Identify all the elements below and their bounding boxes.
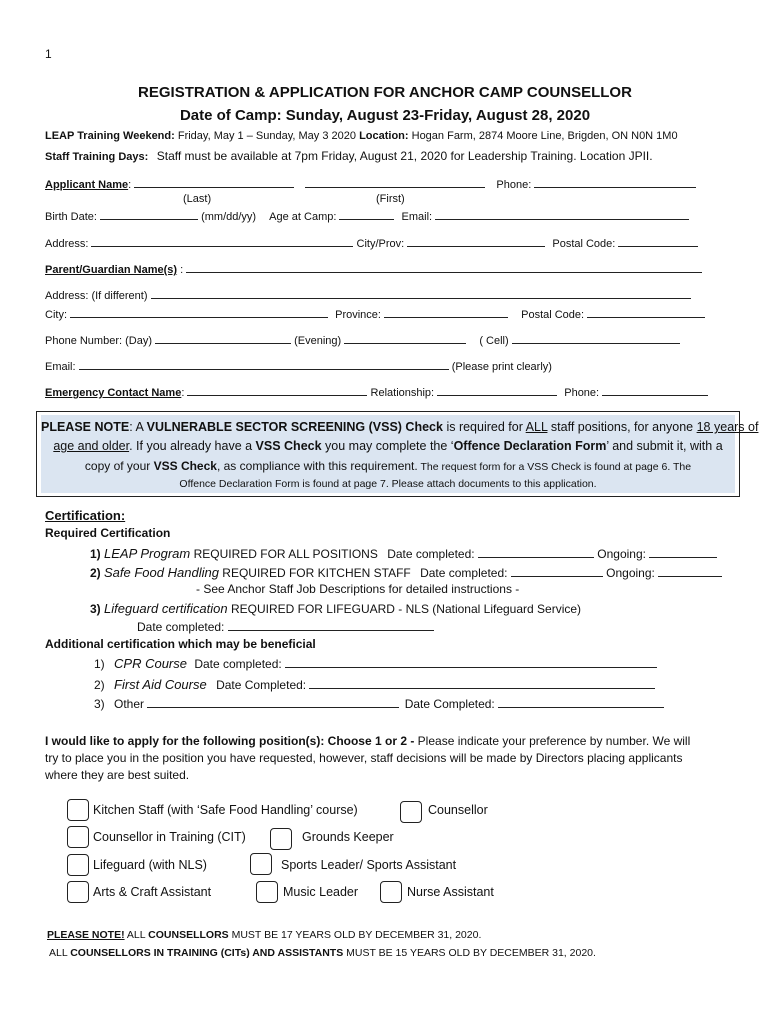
- footer-note-line-1: [47, 929, 481, 941]
- additional-date-label: Date completed:: [194, 657, 282, 671]
- birth-date-field[interactable]: [100, 208, 198, 220]
- additional-row-cpr: [94, 656, 657, 671]
- note-text: you may complete the ‘: [321, 439, 454, 453]
- vss-note-background: [41, 415, 759, 493]
- last-caption: (Last): [183, 193, 212, 205]
- parent-postal-field[interactable]: [587, 306, 705, 318]
- cert-name: Lifeguard certification: [104, 601, 228, 616]
- music-leader-checkbox[interactable]: [256, 881, 278, 903]
- positions-intro-line-2: try to place you in the position you have requested, however, staff decisions will be made by Directors placing applicants: [45, 751, 683, 765]
- other-date-field[interactable]: [498, 696, 664, 708]
- applicant-last-name-field[interactable]: [134, 176, 294, 188]
- nurse-assistant-label: Nurse Assistant: [407, 885, 494, 899]
- kitchen-staff-label: Kitchen Staff (with ‘Safe Food Handling’ course): [93, 803, 358, 817]
- leap-date-field[interactable]: [478, 546, 594, 558]
- parent-address-label: Address: (If different): [45, 290, 148, 302]
- note-text: . If you already have a: [129, 439, 256, 453]
- positions-intro-line-3: where they are best suited.: [45, 768, 190, 782]
- lifeguard-date-field[interactable]: [228, 619, 434, 631]
- positions-intro-text: Please indicate your preference by number. We will: [414, 734, 691, 748]
- cert-date-label: Date completed:: [420, 566, 508, 580]
- note-age: age and older: [53, 439, 130, 453]
- additional-num: 1): [94, 657, 105, 671]
- additional-name: Other: [114, 697, 145, 711]
- cert-num: 3): [90, 602, 101, 616]
- note-small-text: The request form for a VSS Check is found at page 6. The: [417, 461, 692, 473]
- cert-name: LEAP Program: [104, 546, 191, 561]
- relationship-field[interactable]: [437, 384, 557, 396]
- additional-num: 2): [94, 678, 105, 692]
- cert-row-leap: [90, 546, 717, 561]
- age-label: Age at Camp:: [269, 211, 337, 223]
- address-row: [45, 235, 698, 250]
- parent-city-row: [45, 306, 705, 321]
- note-vss-check: VSS Check: [153, 459, 217, 473]
- parent-city-field[interactable]: [70, 306, 328, 318]
- footer-bold: COUNSELLORS IN TRAINING (CITs) AND ASSISTANTS: [70, 947, 344, 959]
- cert-row-food: [90, 565, 722, 580]
- footer-note-line-2: [49, 947, 596, 959]
- vss-note-line-2: [41, 439, 735, 453]
- note-text: is required for: [442, 420, 526, 434]
- footer-text: MUST BE 17 YEARS OLD BY DECEMBER 31, 2020.: [228, 929, 482, 941]
- city-prov-label: City/Prov:: [356, 238, 405, 250]
- parent-email-field[interactable]: [79, 358, 449, 370]
- parent-province-label: Province:: [335, 309, 381, 321]
- postal-code-field[interactable]: [618, 235, 698, 247]
- additional-num: 3): [94, 697, 105, 711]
- applicant-first-name-field[interactable]: [305, 176, 485, 188]
- additional-date-label: Date Completed:: [404, 697, 495, 711]
- address-field[interactable]: [91, 235, 353, 247]
- arts-craft-checkbox[interactable]: [67, 881, 89, 903]
- positions-intro-bold: I would like to apply for the following position(s): Choose 1 or 2 -: [45, 734, 415, 748]
- leap-location: Hogan Farm, 2874 Moore Line, Brigden, ON N0N 1M0: [411, 130, 678, 142]
- note-vss-check: VSS Check: [255, 439, 322, 453]
- certification-heading: Certification:: [45, 508, 126, 523]
- positions-intro-line-1: [45, 734, 690, 748]
- form-title: REGISTRATION & APPLICATION FOR ANCHOR CAMP COUNSELLOR: [138, 84, 632, 101]
- cert-name: Safe Food Handling: [104, 565, 219, 580]
- birth-date-row: [45, 208, 689, 223]
- counsellor-checkbox[interactable]: [400, 801, 422, 823]
- first-aid-date-field[interactable]: [309, 677, 655, 689]
- address-label: Address:: [45, 238, 89, 250]
- cert-num: 1): [90, 547, 101, 561]
- leap-training-line: [45, 130, 678, 142]
- parent-name-row: Parent/Guardian Name(s) :: [45, 261, 702, 276]
- cit-checkbox[interactable]: [67, 826, 89, 848]
- food-ongoing-field[interactable]: [658, 565, 722, 577]
- music-leader-label: Music Leader: [283, 885, 359, 899]
- vss-note-box: [36, 411, 759, 497]
- cert-requirement: REQUIRED FOR ALL POSITIONS: [193, 547, 378, 561]
- leap-training-label: LEAP Training Weekend:: [45, 130, 175, 142]
- footer-lead: PLEASE NOTE!: [47, 929, 125, 941]
- cit-label: Counsellor in Training (CIT): [93, 830, 246, 844]
- parent-address-row: [45, 287, 691, 302]
- parent-name-label: Parent/Guardian Name(s): [45, 264, 178, 276]
- parent-city-label: City:: [45, 309, 67, 321]
- staff-training-label: Staff Training Days:: [45, 151, 149, 163]
- staff-training-line: [45, 147, 653, 165]
- phone-cell-label: ( Cell): [479, 335, 509, 347]
- lifeguard-checkbox[interactable]: [67, 854, 89, 876]
- parent-email-row: [45, 358, 552, 373]
- emergency-phone-label: Phone:: [564, 387, 600, 399]
- birth-date-label: Birth Date:: [45, 211, 97, 223]
- phone-day-field[interactable]: [155, 332, 291, 344]
- note-lead: PLEASE NOTE: [41, 420, 130, 434]
- lifeguard-date-row: [137, 619, 434, 634]
- additional-date-label: Date Completed:: [216, 678, 307, 692]
- footer-text: ALL: [124, 929, 149, 941]
- note-text: copy of your: [84, 459, 154, 473]
- sports-leader-checkbox[interactable]: [250, 853, 272, 875]
- footer-bold: COUNSELLORS: [148, 929, 229, 941]
- applicant-phone-label: Phone:: [496, 179, 532, 191]
- cert-ongoing-label: Ongoing:: [606, 566, 655, 580]
- cert-date-label: Date completed:: [387, 547, 475, 561]
- emergency-contact-field[interactable]: [187, 384, 367, 396]
- applicant-name-row: Applicant Name: Phone:: [45, 176, 696, 191]
- additional-name: First Aid Course: [114, 677, 207, 692]
- parent-email-label: Email:: [45, 361, 76, 373]
- applicant-name-label: Applicant Name: [45, 179, 129, 191]
- note-text: : A: [129, 420, 147, 434]
- grounds-keeper-checkbox[interactable]: [270, 828, 292, 850]
- email-label: Email:: [401, 211, 433, 223]
- note-all: ALL: [525, 420, 548, 434]
- note-age: 18 years of: [696, 420, 759, 434]
- age-field[interactable]: [339, 208, 394, 220]
- leap-ongoing-field[interactable]: [649, 546, 717, 558]
- parent-name-field[interactable]: [186, 261, 702, 273]
- parent-address-field[interactable]: [151, 287, 691, 299]
- emergency-phone-field[interactable]: [602, 384, 708, 396]
- relationship-label: Relationship:: [370, 387, 435, 399]
- counsellor-label: Counsellor: [428, 803, 488, 817]
- phone-evening-label: (Evening): [294, 335, 342, 347]
- parent-postal-label: Postal Code:: [521, 309, 585, 321]
- vss-note-line-4: Offence Declaration Form is found at page 7. Please attach documents to this application.: [179, 478, 597, 490]
- cert-row-lifeguard: [90, 601, 581, 616]
- leap-training-dates: Friday, May 1 – Sunday, May 3 2020: [177, 130, 356, 142]
- postal-code-label: Postal Code:: [552, 238, 616, 250]
- footer-text: ALL: [49, 947, 71, 959]
- cert-requirement: REQUIRED FOR KITCHEN STAFF: [222, 566, 411, 580]
- email-field[interactable]: [435, 208, 689, 220]
- date-format-hint: (mm/dd/yy): [201, 211, 257, 223]
- vss-note-line-3: [41, 459, 735, 473]
- cert-num: 2): [90, 566, 101, 580]
- phone-cell-field[interactable]: [512, 332, 680, 344]
- footer-text: MUST BE 15 YEARS OLD BY DECEMBER 31, 2020.: [343, 947, 596, 959]
- note-text: , as compliance with this requirement.: [216, 459, 418, 473]
- camp-dates-title: Date of Camp: Sunday, August 23-Friday, August 28, 2020: [179, 107, 591, 124]
- nurse-assistant-checkbox[interactable]: [380, 881, 402, 903]
- staff-training-text: Staff must be available at 7pm Friday, August 21, 2020 for Leadership Training. Location JPII.: [156, 149, 653, 163]
- vss-note-line-1: [41, 420, 759, 434]
- additional-row-first-aid: [94, 677, 655, 692]
- note-text: staff positions, for anyone: [547, 420, 697, 434]
- page-number: 1: [45, 47, 52, 61]
- other-cert-field[interactable]: [147, 696, 399, 708]
- kitchen-staff-checkbox[interactable]: [67, 799, 89, 821]
- note-vss: VULNERABLE SECTOR SCREENING (VSS) Check: [146, 420, 443, 434]
- arts-craft-label: Arts & Craft Assistant: [93, 885, 212, 899]
- leap-location-label: Location:: [359, 130, 409, 142]
- parent-province-field[interactable]: [384, 306, 508, 318]
- cert-requirement: REQUIRED FOR LIFEGUARD - NLS (National Lifeguard Service): [230, 602, 582, 616]
- see-job-descriptions-note: - See Anchor Staff Job Descriptions for detailed instructions -: [196, 582, 520, 596]
- applicant-phone-field[interactable]: [534, 176, 696, 188]
- additional-certification-heading: Additional certification which may be beneficial: [45, 637, 316, 651]
- cert-date-label: Date completed:: [137, 620, 225, 634]
- emergency-contact-row: Emergency Contact Name: Relationship: Phone:: [45, 384, 708, 399]
- note-offence: Offence Declaration Form: [453, 439, 607, 453]
- cert-ongoing-label: Ongoing:: [597, 547, 646, 561]
- emergency-contact-label: Emergency Contact Name: [45, 387, 182, 399]
- grounds-keeper-label: Grounds Keeper: [302, 830, 394, 844]
- food-date-field[interactable]: [511, 565, 603, 577]
- print-clearly-hint: (Please print clearly): [451, 361, 552, 373]
- additional-name: CPR Course: [114, 656, 187, 671]
- first-caption: (First): [376, 193, 405, 205]
- phone-day-label: Phone Number: (Day): [45, 335, 152, 347]
- lifeguard-label: Lifeguard (with NLS): [93, 858, 207, 872]
- note-text: ’ and submit it, with a: [606, 439, 723, 453]
- parent-phone-row: [45, 332, 680, 347]
- required-certification-heading: Required Certification: [45, 526, 171, 540]
- additional-row-other: [94, 696, 664, 711]
- sports-leader-label: Sports Leader/ Sports Assistant: [281, 858, 457, 872]
- city-prov-field[interactable]: [407, 235, 545, 247]
- phone-evening-field[interactable]: [344, 332, 466, 344]
- cpr-date-field[interactable]: [285, 656, 657, 668]
